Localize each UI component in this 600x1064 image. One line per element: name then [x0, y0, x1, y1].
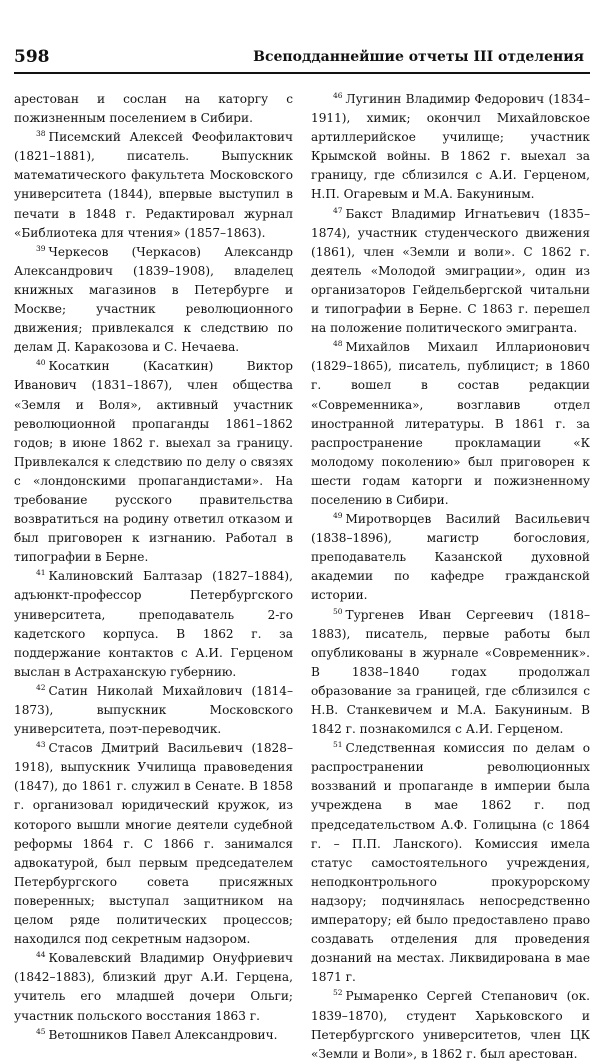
- footnote-number: 40: [36, 358, 46, 368]
- footnote-number: 41: [36, 568, 46, 578]
- footnote-text: Ковалевский Владимир Онуфриевич (1842–1883), близкий друг А.И. Герцена, учитель его младшей дочери Ольги; участник польского восстания 1863 г.: [14, 951, 293, 1023]
- footnote-text: Тургенев Иван Сергеевич (1818–1883), писатель, первые работы был опубликованы в журнале «Современник». В 1838–1840 годах продолжал образование за границей, где сблизился с Н.В. Станкевичем и М.А. Бакуниным. В 1842 г. познакомился с А.И. Герценом.: [311, 607, 590, 737]
- footnote-number: 45: [36, 1026, 46, 1036]
- continuation-paragraph: арестован и сослан на каторгу с пожизненным поселением в Сибири.: [14, 92, 293, 126]
- footnote-number: 46: [333, 91, 343, 100]
- footnote-text: Ветошников Павел Александрович.: [48, 1027, 278, 1042]
- footnote-text: Сатин Николай Михайлович (1814–1873), выпускник Московского университета, поэт-переводчик.: [14, 683, 293, 737]
- running-title: Всеподданнейшие отчеты III отделения: [253, 49, 584, 65]
- footnote-49: [311, 510, 590, 605]
- footnote-number: 47: [333, 205, 343, 215]
- footnote-42: [14, 682, 293, 739]
- footnote-number: 39: [36, 243, 46, 253]
- footnote-41: [14, 567, 293, 682]
- footnote-text: Миротворцев Василий Васильевич (1838–1896), магистр богословия, преподаватель Казанской духовной академии по кафедре гражданской истории.: [311, 512, 590, 603]
- page-header: [14, 46, 590, 74]
- footnote-text: Калиновский Балтазар (1827–1884), адъюнкт-профессор Петербургского университета, преподаватель 2-го кадетского корпуса. В 1862 г. за поддержание контактов с А.И. Герценом выслан в Астраханскую губернию.: [14, 569, 293, 679]
- footnote-52: [311, 987, 590, 1063]
- footnote-text: Рымаренко Сергей Степанович (ок. 1839–1870), студент Харьковского и Петербургского университетов, член ЦК «Земли и Воли», в 1862 г. был арестован.: [311, 989, 590, 1061]
- footnote-text: Михайлов Михаил Илларионович (1829–1865), писатель, публицист; в 1860 г. вошел в состав редакции «Современника», возглавив отдел иностранной литературы. В 1861 г. за распространение прокламации «К молодому поколению» был приговорен к шести годам каторги и пожизненному поселению в Сибири.: [311, 340, 590, 507]
- footnote-text: Бакст Владимир Игнатьевич (1835–1874), участник студенческого движения (1861), член «Земли и воли». С 1862 г. деятель «Молодой эмиграции», один из организаторов Гейдельбергской читальни и типографии в Берне. С 1863 г. перешел на положение политического эмигранта.: [311, 206, 590, 336]
- footnote-43: [14, 739, 293, 949]
- footnote-text: Стасов Дмитрий Васильевич (1828–1918), выпускник Училища правоведения (1847), до 1861 г. служил в Сенате. В 1858 г. организовал юридический кружок, из которого вышли многие деятели судебной реформы 1864 г. С 1866 г. занимался адвокатурой, был первым председателем Петербургского совета присяжных поверенных; выступал защитником на целом ряде политических процессов; находился под секретным надзором.: [14, 741, 293, 947]
- footnote-number: 50: [333, 606, 343, 616]
- footnote-text: Косаткин (Касаткин) Виктор Иванович (1831–1867), член общества «Земля и Воля», активный участник революционной пропаганды 1861–1862 годов; в июне 1862 г. выехал за границу. Привлекался к следствию по делу о связях с «лондонскими пропагандистами». На требование русского правительства возвратиться на родину ответил отказом и был приговорен к изгнанию. Работал в типографии в Берне.: [14, 359, 293, 565]
- footnote-48: [311, 338, 590, 510]
- footnote-number: 48: [333, 339, 343, 349]
- footnote-text: Лугинин Владимир Федорович (1834–1911), химик; окончил Михайловское артиллерийское училище; участник Крымской войны. В 1862 г. выехал за границу, где сблизился с А.И. Герценом, Н.П. Огаревым и М.А. Бакуниным.: [311, 92, 590, 202]
- footnote-number: 44: [36, 950, 46, 960]
- footnote-text: Следственная комиссия по делам о распространении революционных воззваний и пропаганде в империи была учреждена в мае 1862 г. под председательством А.Ф. Голицына (с 1864 г. – П.П. Ланского). Комиссия имела статус самостоятельного учреждения, неподконтрольного прокурорскому надзору; подчинялась непосредственно императору; ей было предоставлено право создавать отделения для проведения дознаний на местах. Ликвидирована в мае 1871 г.: [311, 741, 590, 985]
- footnote-number: 52: [333, 988, 343, 998]
- footnote-40: [14, 357, 293, 567]
- right-column: [311, 90, 590, 1064]
- page-number: 598: [14, 47, 50, 67]
- footnote-number: 42: [36, 682, 46, 692]
- footnote-45: [14, 1026, 293, 1045]
- footnote-50: [311, 606, 590, 740]
- footnote-51: [311, 739, 590, 987]
- footnote-38: [14, 128, 293, 243]
- footnote-text: Черкесов (Черкасов) Александр Александрович (1839–1908), владелец книжных магазинов в Петербурге и Москве; участник революционного движения; привлекался к следствию по делам Д. Каракозова и С. Нечаева.: [14, 244, 293, 355]
- footnote-number: 38: [36, 129, 46, 139]
- left-column: [14, 90, 293, 1045]
- footnote-39: [14, 243, 293, 358]
- footnote-44: [14, 949, 293, 1025]
- footnote-number: 43: [36, 740, 46, 750]
- footnote-number: 49: [333, 511, 343, 521]
- footnote-number: 51: [333, 740, 343, 750]
- footnote-46: [311, 90, 590, 205]
- footnote-47: [311, 205, 590, 339]
- footnote-text: Писемский Алексей Феофилактович (1821–1881), писатель. Выпускник математического факультета Московского университета (1844), впервые выступил в печати в 1848 г. Редактировал журнал «Библиотека для чтения» (1857–1863).: [14, 130, 293, 240]
